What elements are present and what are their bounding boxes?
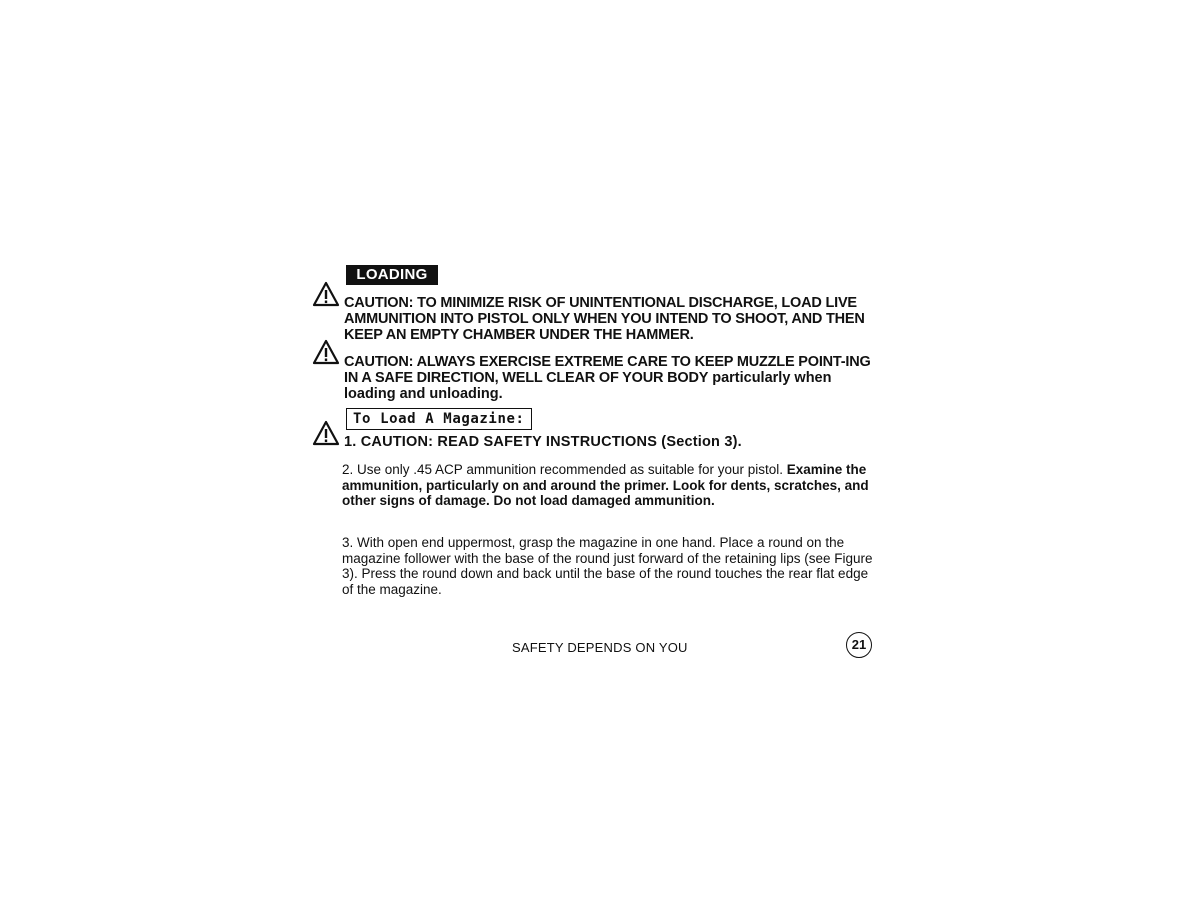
caution-muzzle-direction — [344, 354, 884, 402]
caution-muzzle-tail: particularly when loading and unloading. — [344, 370, 832, 402]
subheading-load-magazine: To Load A Magazine: — [346, 408, 532, 430]
caution-unintentional-discharge: CAUTION: TO MINIMIZE RISK OF UNINTENTIONAL DISCHARGE, LOAD LIVE AMMUNITION INTO PISTOL ONLY WHEN YOU INTEND TO SHOOT, AND THEN KEEP AN EMPTY CHAMBER UNDER THE HAMMER. — [344, 295, 865, 343]
caution-muzzle-caps: CAUTION: ALWAYS EXERCISE EXTREME CARE TO KEEP MUZZLE POINT-ING IN A SAFE DIRECTION, WELL CLEAR OF YOUR BODY — [344, 354, 871, 386]
step-3-paragraph: 3. With open end uppermost, grasp the magazine in one hand. Place a round on the magazine follower with the base of the round just forward of the retaining lips (see Figure 3). Press the round down and back until the base of the round touches the rear flat edge of the magazine. — [342, 535, 873, 597]
section-heading: LOADING — [346, 265, 438, 285]
step-2-bold-text: Examine the ammunition, particularly on and around the primer. Look for dents, scratches, and other signs of damage. Do not load damaged ammunition. — [342, 462, 869, 508]
warning-triangle-icon — [312, 281, 340, 307]
page-number: 21 — [846, 632, 872, 658]
step-2-plain-text: 2. Use only .45 ACP ammunition recommended as suitable for your pistol. — [342, 462, 783, 477]
warning-triangle-icon — [312, 339, 340, 365]
footer-slogan: SAFETY DEPENDS ON YOU — [512, 640, 688, 655]
step-2-paragraph — [342, 462, 882, 509]
warning-triangle-icon — [312, 420, 340, 446]
step-1-caution: 1. CAUTION: READ SAFETY INSTRUCTIONS (Section 3). — [344, 434, 742, 450]
